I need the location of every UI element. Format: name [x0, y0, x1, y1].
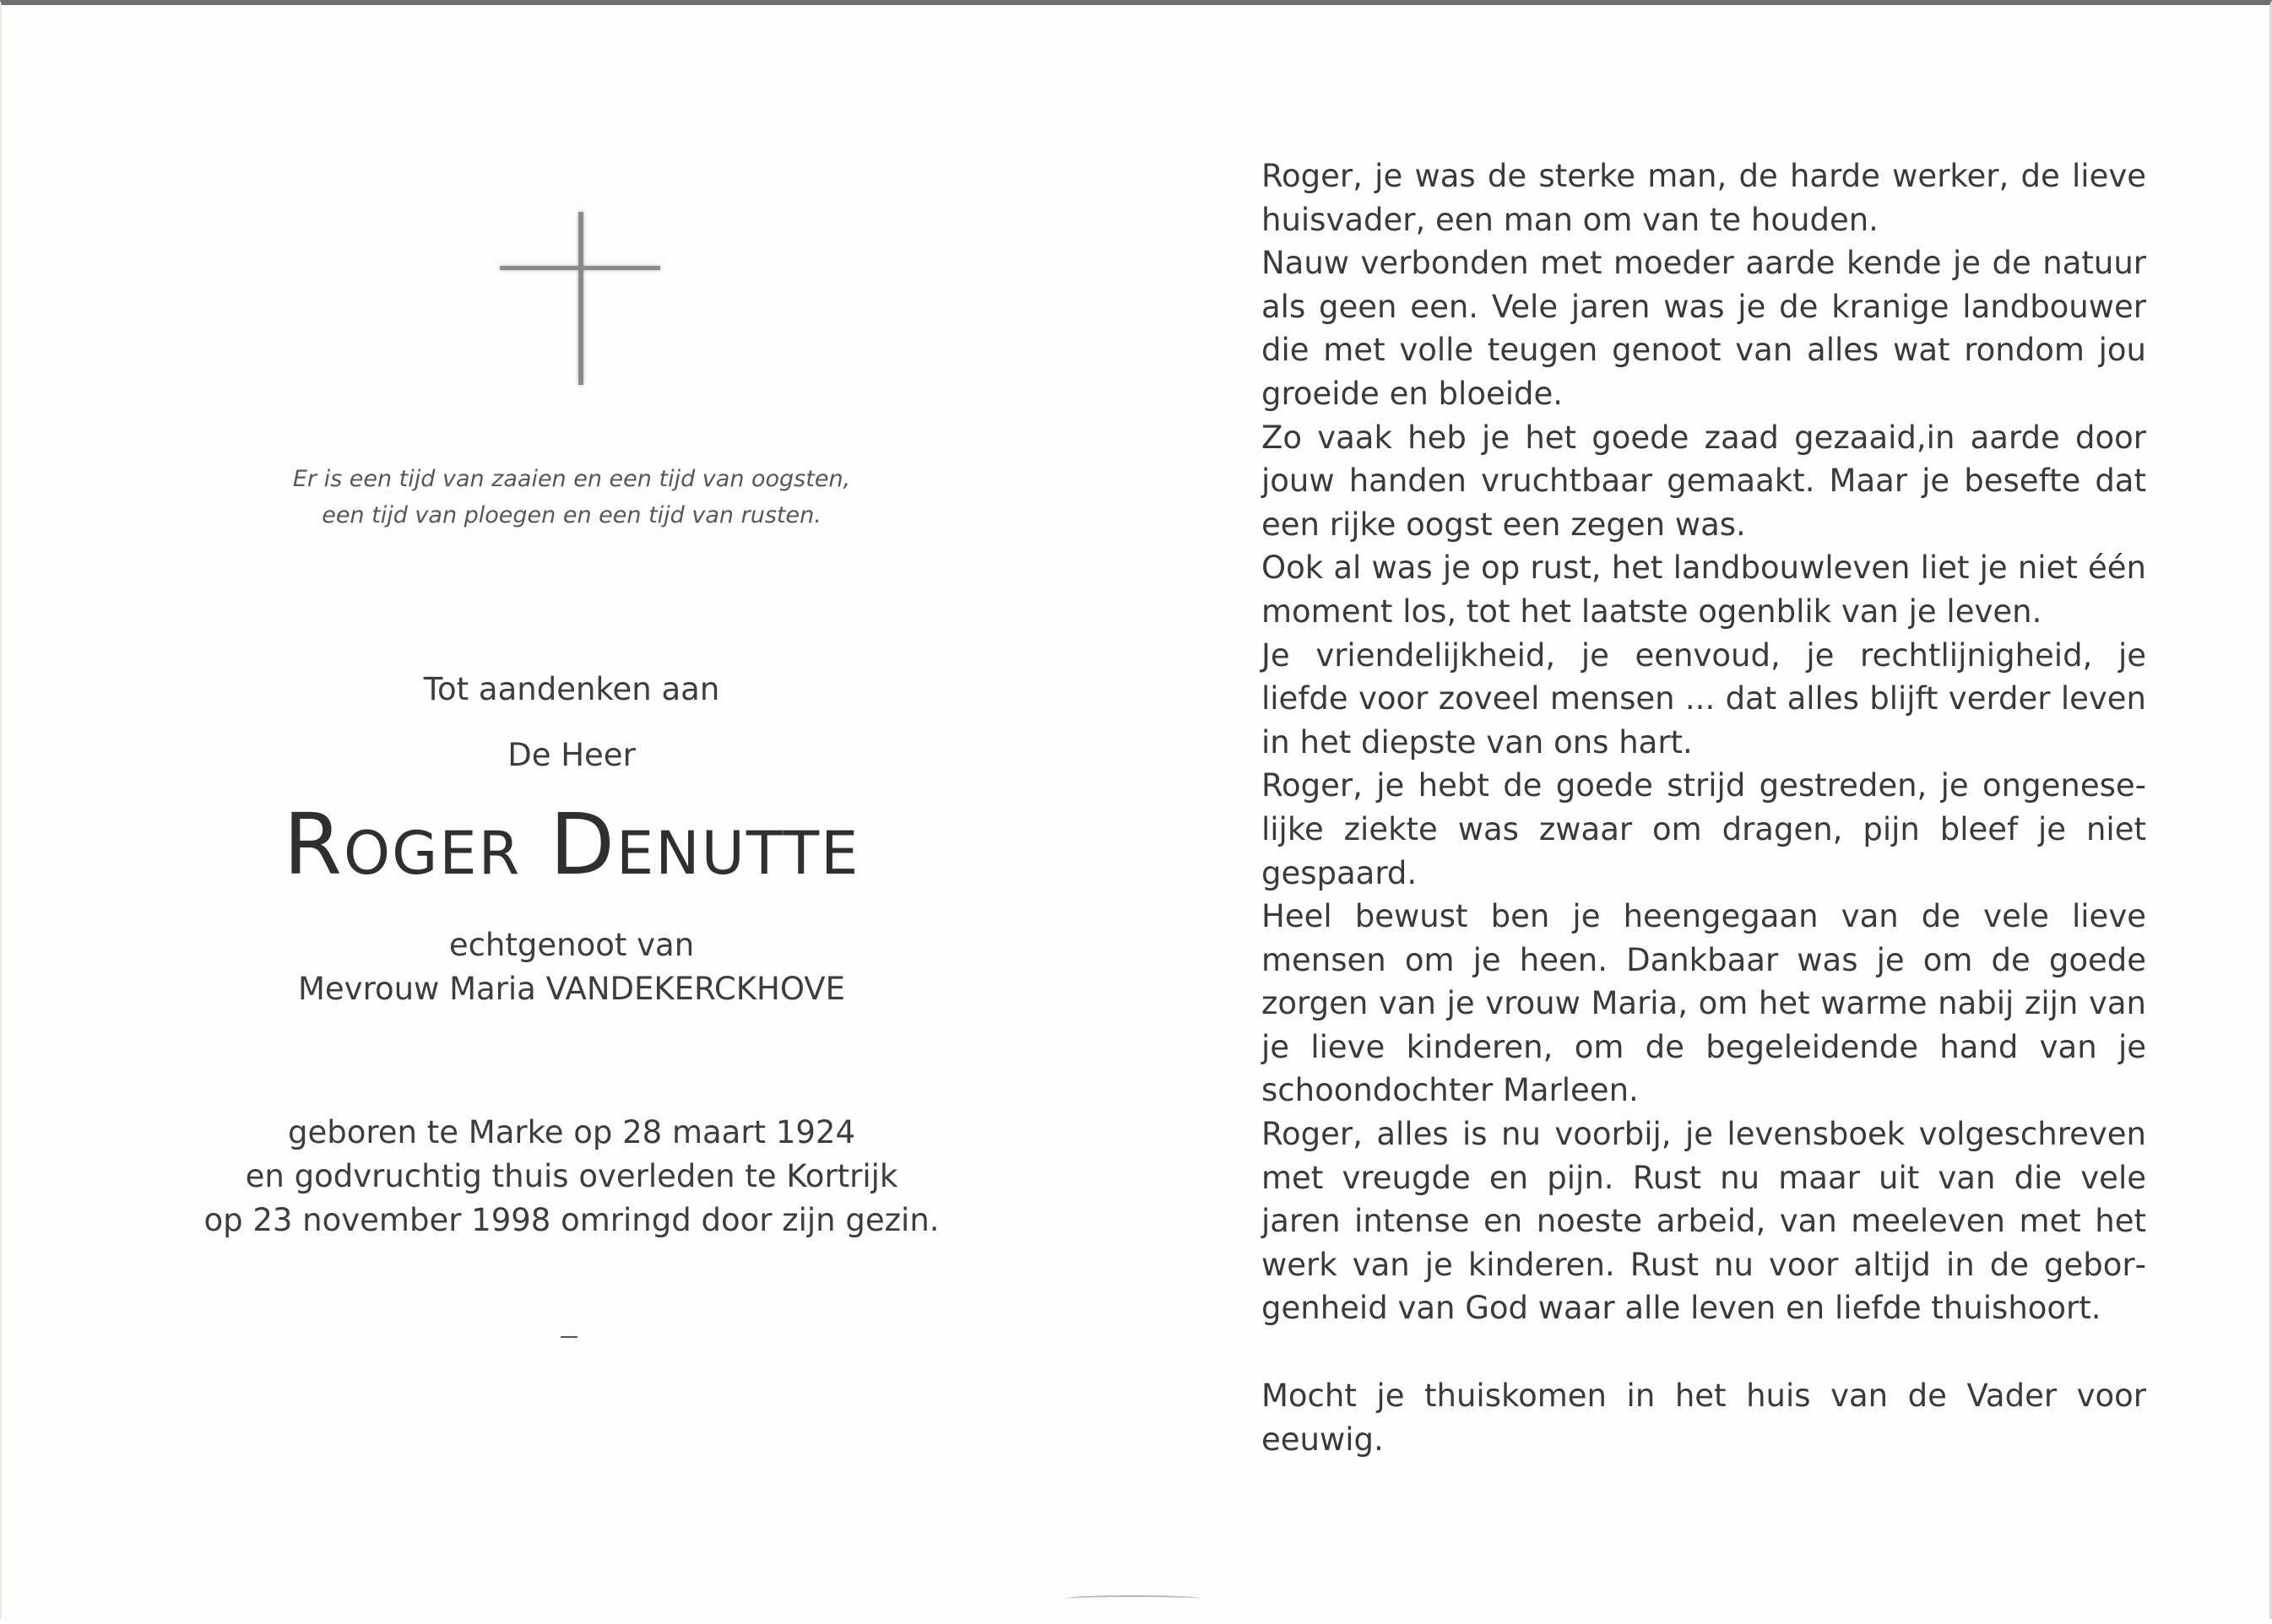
paragraph-2: Nauw verbonden met moeder aarde kende je de natuur als geen een. Vele jaren was je de kranige landbouwer die met volle teugen genoot van alles wat rondom jou groeide en bloeide. [1261, 245, 2146, 412]
paragraph-5: Je vriendelijkheid, je eenvoud, je rechtlijnigheid, je liefde voor zoveel mensen ... dat alles blijft verder leven in het diepste van ons hart. [1261, 636, 2146, 761]
paragraph-6: Roger, je hebt de goede strijd gestreden, je ongeneselijke ziekte was zwaar om dragen, pijn bleef je niet gespaard. [1261, 767, 2146, 891]
spouse-info [128, 923, 1015, 1011]
quote-line-2: een tijd van ploegen en een tijd van rusten. [322, 502, 821, 528]
left-panel [128, 5, 1015, 1624]
cross-horizontal-bar [500, 266, 660, 270]
paragraph-7: Heel bewust ben je heengegaan van de vele lieve mensen om je heen. Dankbaar was je om de goede zorgen van je vrouw Maria, om het warme nabij zijn van je lieve kinderen, om de begeleidende hand van je schoondochter Marleen. [1261, 898, 2146, 1109]
title-text: De Heer [507, 737, 636, 773]
deceased-name: Roger Denutte [283, 795, 860, 894]
spouse-name: Mevrouw Maria VANDEKERCKHOVE [297, 971, 845, 1007]
death-line-1: en godvruchtig thuis overleden te Kortrijk [245, 1158, 898, 1194]
quote-line-1: Er is een tijd van zaaien en een tijd van oogsten, [292, 466, 851, 492]
separator-dash [561, 1336, 577, 1338]
quote [128, 461, 1015, 533]
paragraph-4: Ook al was je op rust, het landbouwleven liet je niet één moment los, tot het laatste ogenblik van je leven. [1261, 549, 2146, 630]
paper-crease-mark [1066, 1595, 1201, 1602]
paragraph-3: Zo vaak heb je het goede zaad gezaaid,in aarde door jouw handen vruchtbaar gemaakt. Maar je besefte dat een rijke oogst een zegen was. [1261, 419, 2146, 543]
paragraph-8: Roger, alles is nu voorbij, je levensboek volgeschreven met vreugde en pijn. Rust nu maar uit van die vele jaren intense en noeste arbeid, van meeleven met het werk van je kinderen. Rust nu voor altijd in de geborgenheid van God waar alle leven en liefde thuishoort. [1261, 1116, 2146, 1327]
death-line-2: op 23 november 1998 omringd door zijn gezin. [203, 1202, 940, 1238]
spouse-prefix: echtgenoot van [448, 927, 695, 963]
intro-text: Tot aandenken aan [423, 671, 720, 707]
paragraph-9: Mocht je thuiskomen in het huis van de Vader voor eeuwig. [1261, 1378, 2146, 1458]
eulogy-text [1261, 154, 2146, 1461]
paragraph-1: Roger, je was de sterke man, de harde werker, de lieve huisvader, een man om van te houden. [1261, 158, 2146, 238]
cross-icon [500, 212, 660, 389]
birth-line: geboren te Marke op 28 maart 1924 [288, 1114, 855, 1150]
memorial-intro [128, 657, 1015, 788]
life-dates [128, 1111, 1015, 1242]
cross-vertical-bar [578, 212, 583, 385]
